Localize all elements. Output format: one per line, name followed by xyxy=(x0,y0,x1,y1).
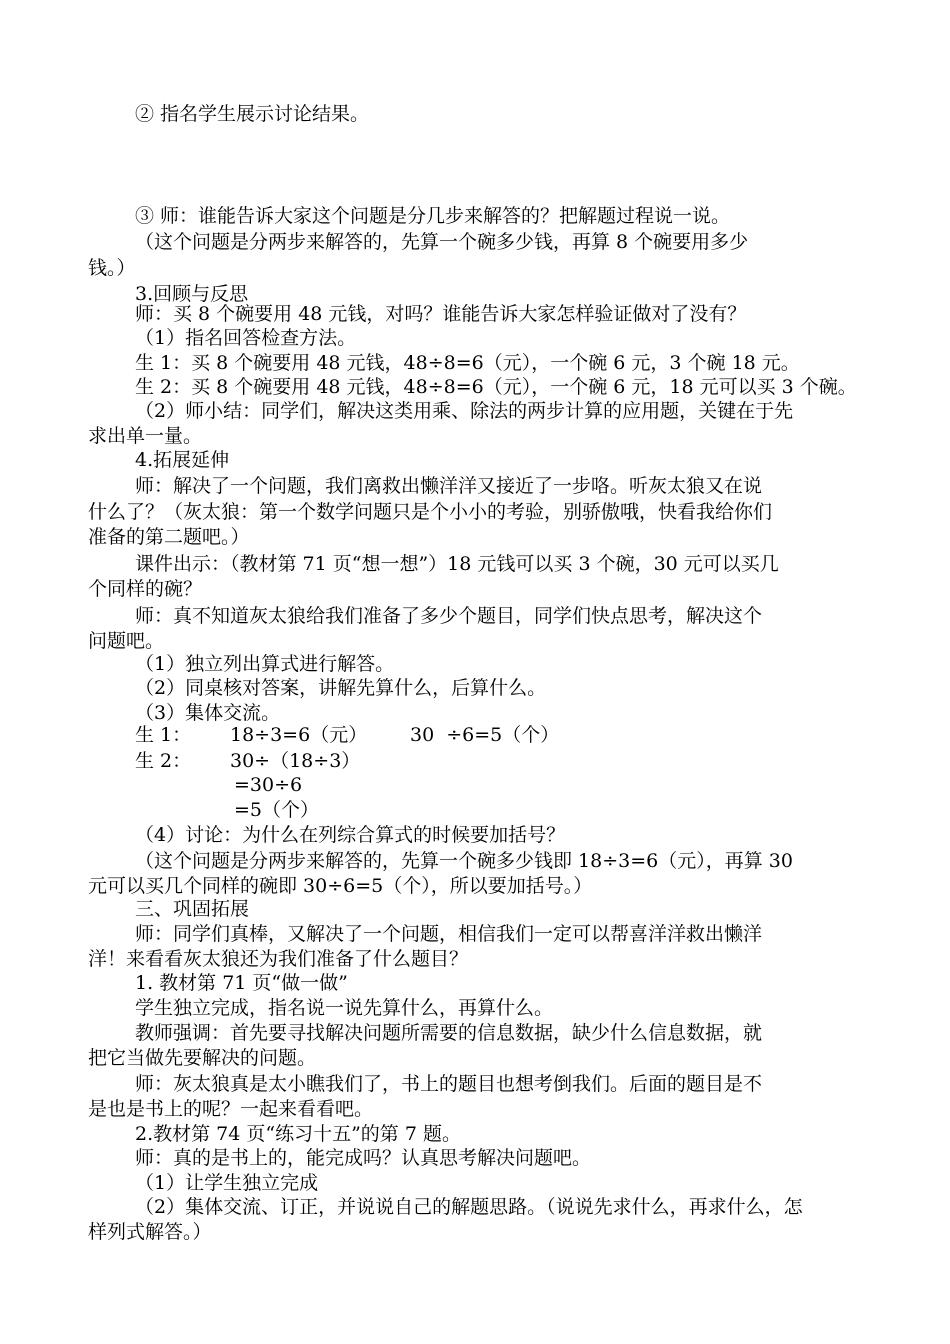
section-heading: 三、巩固拓展 xyxy=(135,898,250,920)
text-line: 教师强调：首先要寻找解决问题所需要的信息数据，缺少什么信息数据，就 xyxy=(135,1022,763,1044)
text-line: 课件出示：（教材第 71 页“想一想”）18 元钱可以买 3 个碗，30 元可以买几 xyxy=(135,553,779,575)
student-label: 生 2： xyxy=(135,750,192,772)
text-line: 洋！来看看灰太狼还为我们准备了什么题目？ xyxy=(88,948,469,970)
text-line: 钱。） xyxy=(88,257,136,279)
text-line: 师：真不知道灰太狼给我们准备了多少个题目，同学们快点思考，解决这个 xyxy=(135,605,763,627)
text-line: （1）独立列出算式进行解答。 xyxy=(135,653,395,675)
text-line: （这个问题是分两步来解答的，先算一个碗多少钱，再算 8 个碗要用多少 xyxy=(135,231,749,253)
text-line: 师：同学们真棒，又解决了一个问题，相信我们一定可以帮喜洋洋救出懒洋 xyxy=(135,923,763,945)
text-line: （3）集体交流。 xyxy=(135,702,281,724)
text-line: 样列式解答。） xyxy=(88,1221,212,1243)
text-line: （2）集体交流、订正，并说说自己的解题思路。（说说先求什么，再求什么，怎 xyxy=(135,1196,803,1218)
text-line: 元可以买几个同样的碗即 30÷6=5（个），所以要加括号。） xyxy=(88,875,593,897)
text-line: （2）同桌核对答案，讲解先算什么，后算什么。 xyxy=(135,677,547,699)
text-line: 把它当做先要解决的问题。 xyxy=(88,1047,317,1069)
text-line: 准备的第二题吧。） xyxy=(88,526,250,548)
text-line: （这个问题是分两步来解答的，先算一个碗多少钱即 18÷3=6（元），再算 30 xyxy=(135,850,793,872)
equation: 30 ÷6=5（个） xyxy=(410,724,560,746)
section-heading: 3.回顾与反思 xyxy=(135,283,249,305)
text-line: （1）让学生独立完成 xyxy=(135,1172,319,1194)
text-line: （1）指名回答检查方法。 xyxy=(135,327,357,349)
text-line: 什么了？（灰太狼：第一个数学问题只是个小小的考验，别骄傲哦，快看我给你们 xyxy=(88,501,773,523)
text-line: （4）讨论：为什么在列综合算式的时候要加括号？ xyxy=(135,824,566,846)
text-line: 师：买 8 个碗要用 48 元钱，对吗？谁能告诉大家怎样验证做对了没有？ xyxy=(135,303,747,325)
text-line: 师：灰太狼真是太小瞧我们了，书上的题目也想考倒我们。后面的题目是不 xyxy=(135,1073,763,1095)
text-line: 师：解决了一个问题，我们离救出懒洋洋又接近了一步咯。听灰太狼又在说 xyxy=(135,475,763,497)
text-line: 师：真的是书上的，能完成吗？认真思考解决问题吧。 xyxy=(135,1147,592,1169)
section-heading: 2.教材第 74 页“练习十五”的第 7 题。 xyxy=(135,1123,461,1145)
text-line: 个同样的碗？ xyxy=(88,578,203,600)
section-heading: 1. 教材第 71 页“做一做” xyxy=(135,972,348,994)
text-line: （2）师小结：同学们，解决这类用乘、除法的两步计算的应用题，关键在于先 xyxy=(135,400,794,422)
student-label: 生 1： xyxy=(135,724,192,746)
text-line: 生 2：买 8 个碗要用 48 元钱，48÷8=6（元），一个碗 6 元，18 元可以买 3 个碗。 xyxy=(135,376,857,398)
equation: 18÷3=6（元） xyxy=(230,724,368,746)
text-line: ② 指名学生展示讨论结果。 xyxy=(135,103,370,125)
equation: 30÷（18÷3） xyxy=(230,750,361,772)
text-line: 是也是书上的呢？一起来看看吧。 xyxy=(88,1098,374,1120)
section-heading: 4.拓展延伸 xyxy=(135,449,230,471)
equation: =30÷6 xyxy=(234,774,303,796)
text-line: 学生独立完成，指名说一说先算什么，再算什么。 xyxy=(135,997,554,1019)
text-line: 生 1：买 8 个碗要用 48 元钱，48÷8=6（元），一个碗 6 元，3 个碗 18 元。 xyxy=(135,352,800,374)
text-line: ③ 师：谁能告诉大家这个问题是分几步来解答的？把解题过程说一说。 xyxy=(135,205,731,227)
text-line: 问题吧。 xyxy=(88,630,165,652)
text-line: 求出单一量。 xyxy=(88,425,203,447)
equation: =5（个） xyxy=(234,799,320,821)
